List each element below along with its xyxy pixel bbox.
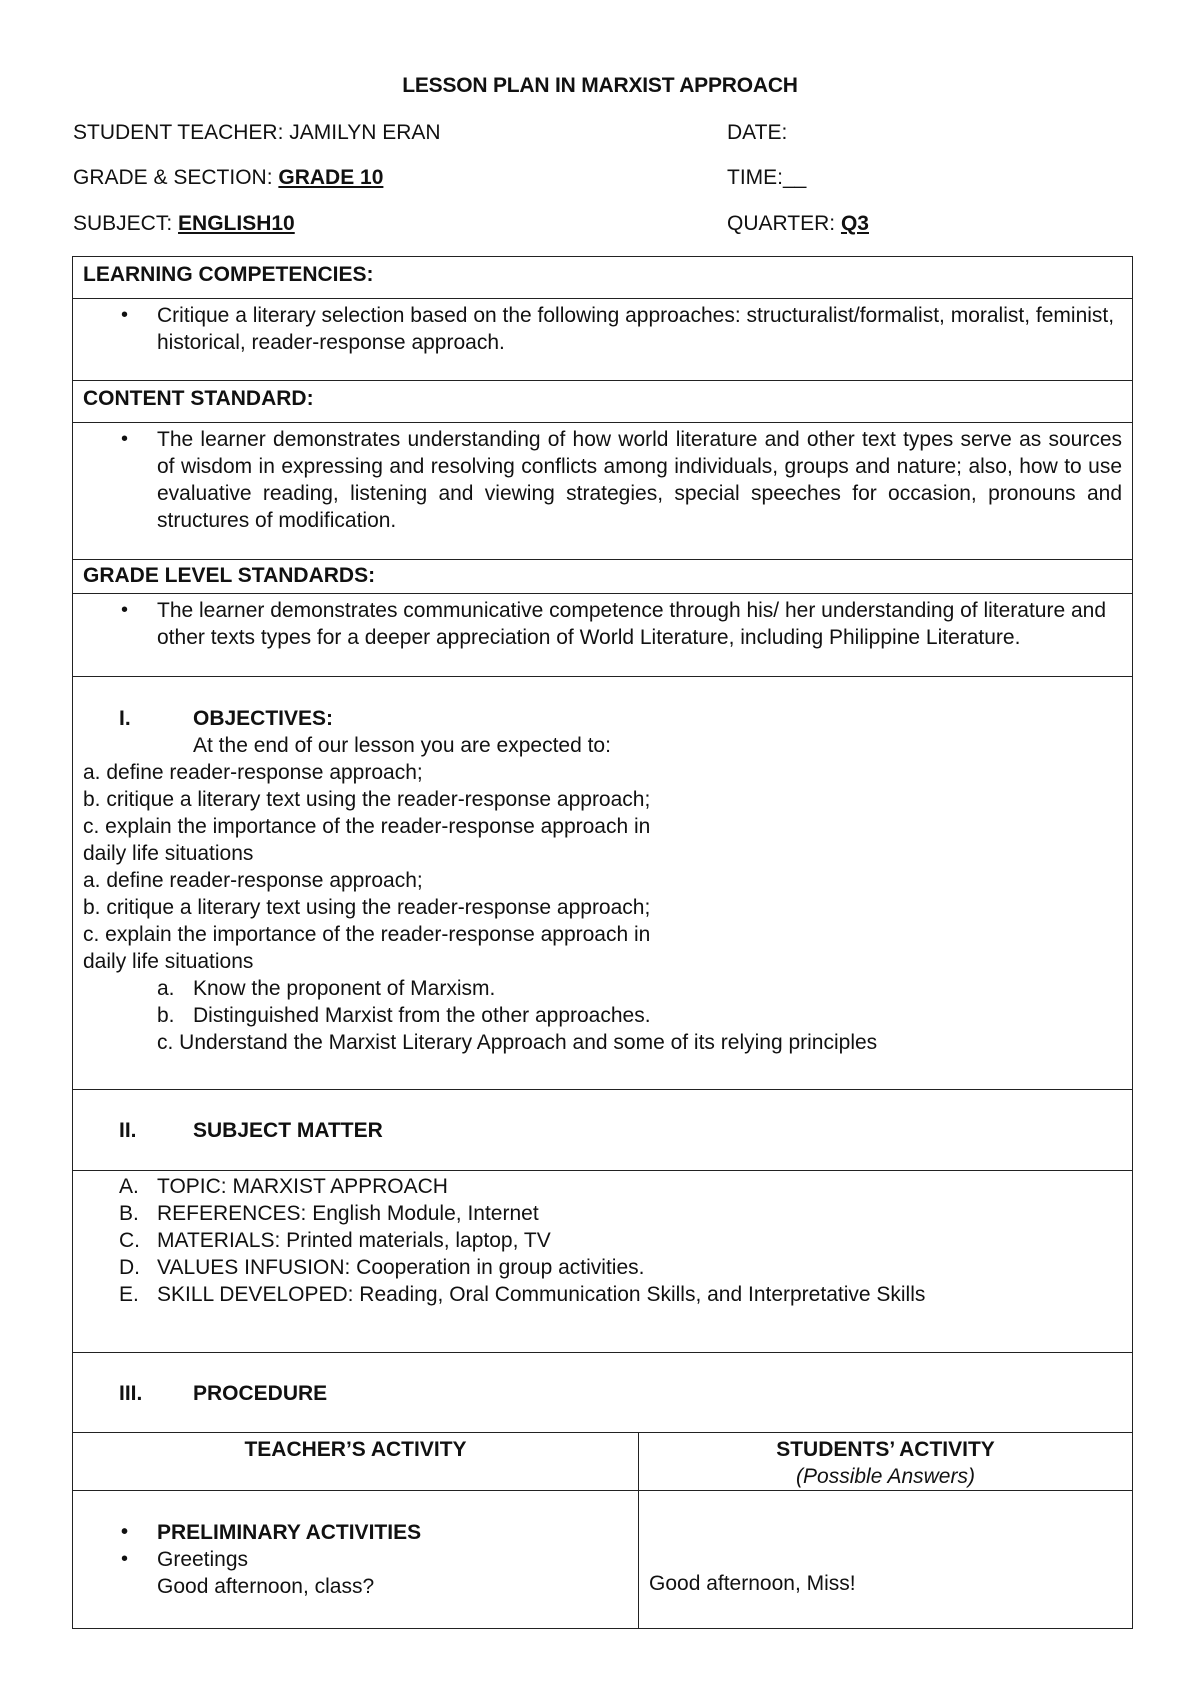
learning-competencies-header: LEARNING COMPETENCIES:: [73, 257, 1133, 299]
objective-item: a. Know the proponent of Marxism.: [157, 977, 496, 1000]
content-standard-body: [73, 423, 1133, 560]
content-standard-item: • The learner demonstrates understanding of how world literature and other text types serve as sources of wisdom in expressing and resolving conflicts among individuals, groups and nature; also, how to use evaluative reading, listening and viewing strategies, special speeches for occasion, pronouns and structures of modification.: [157, 426, 1122, 534]
students-activity-cell: [639, 1491, 1133, 1629]
quarter: QUARTER: Q3: [727, 212, 869, 235]
grade-section: GRADE & SECTION: GRADE 10: [73, 166, 384, 189]
teacher-activity-cell: [73, 1491, 639, 1629]
subject-value: ENGLISH10: [178, 212, 295, 235]
subject-matter-header: [73, 1090, 1133, 1171]
grade-level-standards-item: • The learner demonstrates communicative competence through his/ her understanding of literature and other texts types for a deeper appreciation of World Literature, including Philippine Literature.: [157, 597, 1122, 651]
objectives-intro: At the end of our lesson you are expected to:: [193, 734, 611, 757]
subject-matter-body: [73, 1171, 1133, 1353]
time-field: TIME:__: [727, 166, 807, 189]
student-teacher: STUDENT TEACHER: JAMILYN ERAN: [73, 121, 441, 144]
date-field: DATE:: [727, 121, 788, 144]
content-standard-header: CONTENT STANDARD:: [73, 381, 1133, 423]
teacher-activity-header: TEACHER’S ACTIVITY: [73, 1433, 639, 1491]
grade-value: GRADE 10: [278, 166, 384, 189]
students-activity-header: STUDENTS’ ACTIVITY (Possible Answers): [639, 1433, 1133, 1491]
objectives-heading: I. OBJECTIVES:: [119, 707, 334, 730]
quarter-value: Q3: [840, 212, 869, 235]
objective-line: a. define reader-response approach;: [83, 761, 423, 784]
objectives-section: [73, 677, 1133, 1090]
grade-level-standards-header: GRADE LEVEL STANDARDS:: [73, 560, 1133, 594]
procedure-heading: III. PROCEDURE: [119, 1382, 328, 1405]
objective-line: b. critique a literary text using the reader-response approach;: [83, 788, 651, 811]
student-greeting: Good afternoon, Miss!: [649, 1572, 856, 1595]
grade-level-standards-body: [73, 594, 1133, 677]
objective-line: daily life situations: [83, 950, 254, 973]
lesson-plan-table: [72, 256, 1133, 1629]
subject-matter-item: E. SKILL DEVELOPED: Reading, Oral Communication Skills, and Interpretative Skills: [119, 1283, 926, 1306]
preliminary-activities: • PRELIMINARY ACTIVITIES: [157, 1519, 628, 1546]
objective-line: daily life situations: [83, 842, 254, 865]
subject-matter-item: D. VALUES INFUSION: Cooperation in group activities.: [119, 1256, 645, 1279]
objective-line: a. define reader-response approach;: [83, 869, 423, 892]
subject-matter-item: A. TOPIC: MARXIST APPROACH: [119, 1175, 448, 1198]
competency-item: • Critique a literary selection based on the following approaches: structuralist/formalist, moralist, feminist, historical, reader-response approach.: [157, 302, 1122, 356]
document-title: LESSON PLAN IN MARXIST APPROACH: [402, 74, 798, 97]
subject-matter-item: B. REFERENCES: English Module, Internet: [119, 1202, 539, 1225]
header-row-subject: [73, 210, 1133, 237]
header-row-grade: [73, 164, 1133, 191]
objective-line: b. critique a literary text using the reader-response approach;: [83, 896, 651, 919]
subject-matter-heading: II. SUBJECT MATTER: [119, 1119, 383, 1142]
procedure-header: [73, 1353, 1133, 1433]
learning-competencies-body: [73, 299, 1133, 381]
subject-matter-item: C. MATERIALS: Printed materials, laptop, TV: [119, 1229, 551, 1252]
objective-item-last: c. Understand the Marxist Literary Approach and some of its relying principles: [157, 1031, 878, 1054]
objective-line: c. explain the importance of the reader-response approach in: [83, 923, 651, 946]
objective-item: b. Distinguished Marxist from the other approaches.: [157, 1004, 651, 1027]
subject: SUBJECT: ENGLISH10: [73, 212, 295, 235]
objective-line: c. explain the importance of the reader-response approach in: [83, 815, 651, 838]
teacher-greeting: Good afternoon, class?: [157, 1575, 375, 1598]
possible-answers-label: (Possible Answers): [796, 1465, 975, 1488]
greetings-item: • Greetings: [157, 1546, 628, 1573]
header-row-teacher: [73, 119, 1133, 146]
